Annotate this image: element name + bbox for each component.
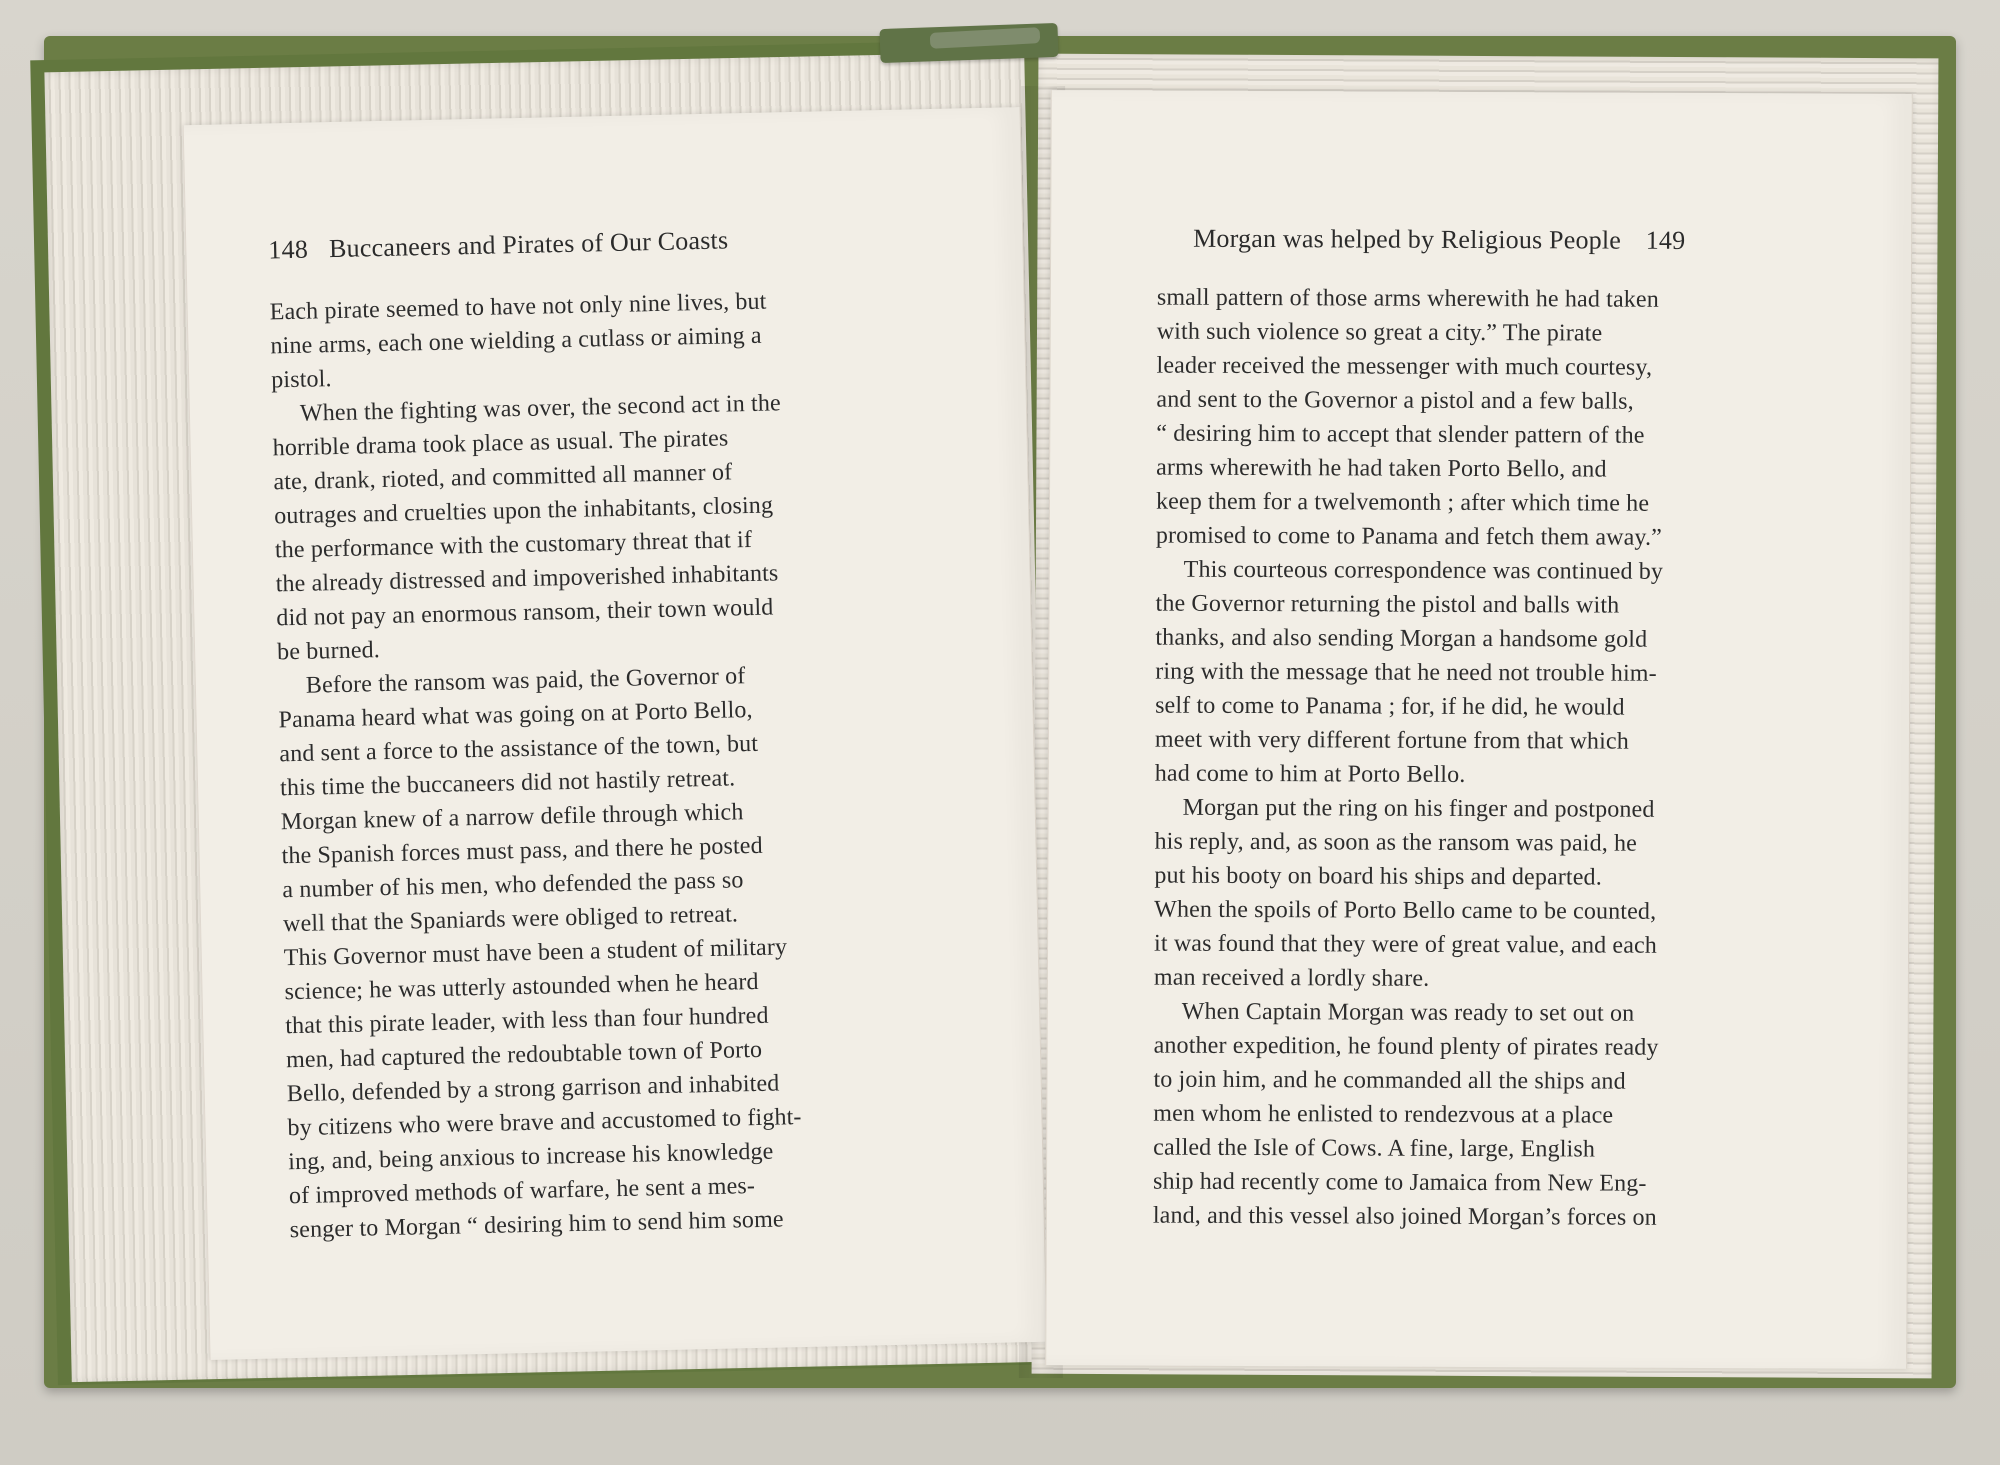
text-line: land, and this vessel also joined Morgan’s forces on (1152, 1202, 1657, 1231)
text-line: arms wherewith he had taken Porto Bello, and (1156, 454, 1607, 483)
text-line: a number of his men, who defended the pass so (282, 867, 744, 904)
text-line: When the fighting was over, the second act in the (299, 390, 782, 427)
text-line: meet with very different fortune from that which (1154, 726, 1629, 755)
text-line: man received a lordly share. (1153, 964, 1430, 992)
text-line: well that the Spaniards were obliged to retreat. (282, 901, 739, 938)
text-line: This Governor must have been a student of military (283, 934, 788, 972)
text-line: the Spanish forces must pass, and there he posted (281, 832, 764, 870)
text-line: senger to Morgan “ desiring him to send him some (289, 1206, 784, 1244)
text-line: had come to him at Porto Bello. (1154, 760, 1466, 788)
text-line: pistol. (270, 366, 332, 394)
left-page (183, 107, 1048, 1360)
text-line: thanks, and also sending Morgan a handsome gold (1155, 624, 1648, 653)
text-line: it was found that they were of great value, and each (1154, 930, 1658, 959)
text-line: outrages and cruelties upon the inhabitants, closing (273, 492, 774, 530)
text-line: Panama heard what was going on at Porto Bello, (278, 696, 753, 734)
text-line: When the spoils of Porto Bello came to be counted, (1154, 896, 1657, 925)
text-line: another expedition, he found plenty of pirates ready (1153, 1032, 1659, 1061)
text-line: did not pay an enormous ransom, their town would (276, 594, 774, 632)
text-line: Morgan put the ring on his finger and postponed (1182, 794, 1655, 823)
text-line: leader received the messenger with much courtesy, (1156, 352, 1653, 381)
text-line: ate, drank, rioted, and committed all manner of (273, 459, 733, 496)
left-page-number: 148 (268, 234, 309, 265)
right-page-number: 149 (1645, 225, 1686, 255)
right-page-body (1153, 281, 1767, 1236)
text-line: This courteous correspondence was continued by (1183, 556, 1664, 585)
text-line: ing, and, being anxious to increase his knowledge (287, 1138, 774, 1176)
text-line: self to come to Panama ; for, if he did, he would (1155, 692, 1625, 721)
text-line: science; he was utterly astounded when he heard (284, 968, 759, 1006)
text-line: Morgan knew of a narrow defile through which (280, 799, 744, 836)
text-line: keep them for a twelvemonth ; after which time he (1155, 488, 1650, 517)
text-line: by citizens who were brave and accustomed to fight- (287, 1104, 802, 1142)
text-line: men whom he enlisted to rendezvous at a place (1153, 1100, 1614, 1129)
right-page-header (1179, 224, 1686, 256)
right-page (1045, 90, 1913, 1369)
text-line: the Governor returning the pistol and balls with (1155, 590, 1620, 619)
text-line: and sent a force to the assistance of the town, but (279, 730, 759, 768)
left-page-body (269, 281, 940, 1247)
text-line: be burned. (276, 637, 381, 666)
text-line: small pattern of those arms wherewith he had taken (1156, 284, 1659, 313)
text-line: that this pirate leader, with less than four hundred (285, 1002, 769, 1040)
text-line: Before the ransom was paid, the Governor of (305, 663, 746, 699)
text-line: promised to come to Panama and fetch them away.” (1155, 522, 1663, 551)
text-line: men, had captured the redoubtable town of Porto (285, 1036, 763, 1074)
text-line: his reply, and, as soon as the ransom was paid, he (1154, 828, 1638, 857)
text-line: this time the buccaneers did not hastily retreat. (279, 765, 736, 802)
left-running-title: Buccaneers and Pirates of Our Coasts (328, 225, 729, 264)
right-running-title: Morgan was helped by Religious People (1193, 223, 1622, 255)
text-line: to join him, and he commanded all the ships and (1153, 1066, 1626, 1095)
text-line: and sent to the Governor a pistol and a few balls, (1156, 386, 1634, 415)
text-line: called the Isle of Cows. A fine, large, English (1153, 1134, 1596, 1163)
text-line: horrible drama took place as usual. The pirates (272, 425, 729, 462)
text-line: ship had recently come to Jamaica from New Eng- (1152, 1168, 1647, 1197)
text-line: “ desiring him to accept that slender pattern of the (1156, 420, 1645, 449)
text-line: of improved methods of warfare, he sent a mes- (288, 1173, 756, 1210)
text-line: the already distressed and impoverished inhabitants (275, 560, 779, 598)
text-line: with such violence so great a city.” The pirate (1156, 318, 1603, 347)
text-line: Each pirate seemed to have not only nine lives, but (269, 288, 767, 326)
text-line: Bello, defended by a strong garrison and inhabited (286, 1070, 780, 1108)
text-line: nine arms, each one wielding a cutlass or aiming a (270, 322, 762, 360)
text-line: When Captain Morgan was ready to set out on (1181, 998, 1635, 1027)
text-line: ring with the message that he need not trouble him- (1155, 658, 1657, 687)
text-line: put his booty on board his ships and departed. (1154, 862, 1602, 891)
left-page-header (268, 225, 729, 265)
text-line: the performance with the customary threat that if (274, 526, 753, 564)
